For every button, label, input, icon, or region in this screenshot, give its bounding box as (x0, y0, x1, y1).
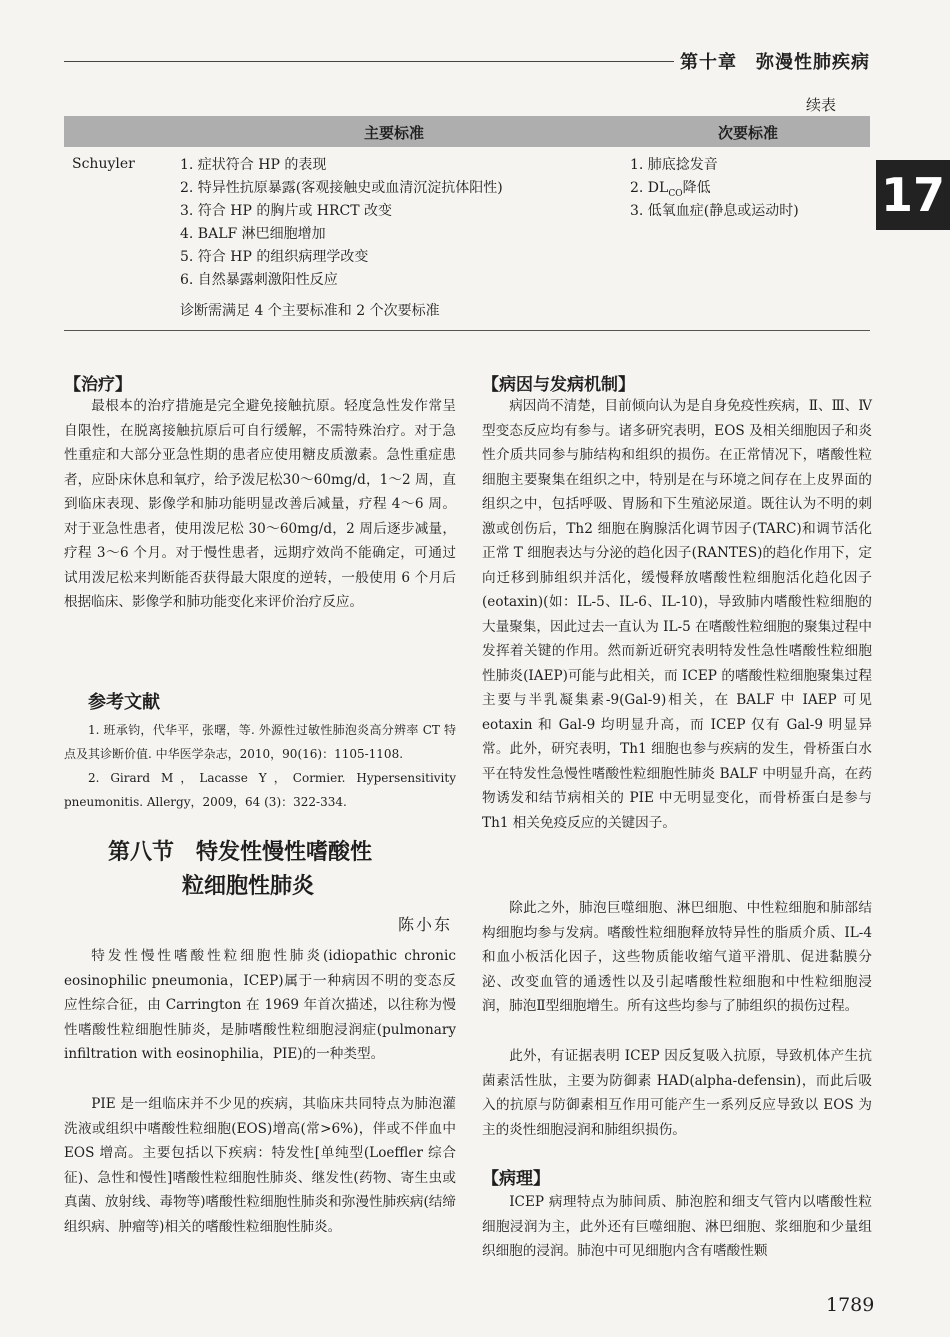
etiology-paragraph-2: 除此之外，肺泡巨噬细胞、淋巴细胞、中性粒细胞和肺部结构细胞均参与发病。嗜酸性粒细胞释放特异性的脂质介质、IL-4 和血小板活化因子，这些物质能收缩气道平滑肌、促进黏膜分泌、改变血管的通透性以及引起嗜酸性粒细胞和中性粒细胞浸润，肺泡Ⅱ型细胞增生。所有这些均参与了肺组织的损伤过程。 (482, 900, 872, 1014)
table-note: 诊断需满足 4 个主要标准和 2 个次要标准 (180, 303, 440, 319)
minor-criterion (630, 177, 799, 200)
section-title (108, 836, 372, 904)
treatment-paragraph: 最根本的治疗措施是完全避免接触抗原。轻度急性发作常呈自限性，在脱离接触抗原后可自行缓解，不需特殊治疗。对于急性重症和大部分亚急性期的患者应使用糖皮质激素。急性重症患者，应卧床休息和氧疗，给予泼尼松30～60mg/d，1～2 周，直到临床表现、影像学和肺功能明显改善后减量，疗程 4～6 周。对于亚急性患者，使用泼尼松 30～60mg/d，2 周后逐步减量，疗程 3～6 个月。对于慢性患者，远期疗效尚不能确定，可通过试用泼尼松来判断能否获得最大限度的逆转，一般使用 6 个月后根据临床、影像学和肺功能变化来评价治疗反应。 (64, 398, 456, 610)
header-major-criteria: 主要标准 (364, 124, 425, 142)
dlco-subscript: CO (668, 188, 683, 199)
pathology-paragraph: ICEP 病理特点为肺间质、肺泡腔和细支气管内以嗜酸性粒细胞浸润为主，此外还有巨噬细胞、淋巴细胞、浆细胞和少量组织细胞的浸润。肺泡中可见细胞内含有嗜酸性颗 (482, 1194, 872, 1259)
header-rule (64, 61, 674, 62)
etiology-heading: 【病因与发病机制】 (482, 375, 635, 395)
references-heading: 参考文献 (88, 692, 160, 713)
pathology-heading: 【病理】 (482, 1169, 550, 1189)
author-name: 陈小东 (398, 915, 453, 934)
minor-criterion-dl-tail: 降低 (682, 180, 711, 196)
criteria-source: Schuyler (72, 156, 135, 172)
intro-paragraph: 特发性慢性嗜酸性粒细胞性肺炎(idiopathic chronic eosinophilic pneumonia，ICEP)属于一种病因不明的变态反应性综合征，由 Carrington 在 1969 年首次描述，以往称为慢性嗜酸性粒细胞性肺炎，是肺嗜酸性粒细胞浸润症(pulmonary infiltration with eosinophilia，PIE)的一种类型。 (64, 948, 456, 1062)
major-criterion: 3. 符合 HP 的胸片或 HRCT 改变 (180, 203, 393, 219)
major-criterion: 4. BALF 淋巴细胞增加 (180, 226, 326, 242)
etiology-paragraph-3: 此外，有证据表明 ICEP 因反复吸入抗原，导致机体产生抗菌素活性肽，主要为防御素 HAD(alpha-defensin)，而此后吸入的抗原与防御素相互作用可能产生一系列反应导致以 EOS 为主的炎性细胞浸润和肺组织损伤。 (482, 1048, 872, 1138)
etiology-paragraph-1: 病因尚不清楚，目前倾向认为是自身免疫性疾病，Ⅱ、Ⅲ、Ⅳ型变态反应均有参与。诸多研究表明，EOS 及相关细胞因子和炎性介质共同参与肺结构和组织的损伤。在正常情况下，嗜酸性粒细胞主要聚集在组织之中，特别是在与环境之间存在上皮界面的组织之中，包括呼吸、胃肠和下生殖泌尿道。既往认为不明的刺激或创伤后，Th2 细胞在胸腺活化调节因子(TARC)和调节活化正常 T 细胞表达与分泌的趋化因子(RANTES)的趋化作用下，定向迁移到肺组织并活化，缓慢释放嗜酸性粒细胞活化趋化因子(eotaxin)(如：IL-5、IL-6、IL-10)，导致肺内嗜酸性粒细胞的大量聚集，因此过去一直认为 IL-5 在嗜酸性粒细胞的聚集过程中发挥着关键的作用。然而新近研究表明特发性急性嗜酸性粒细胞性肺炎(IAEP)可能与此相关，而 ICEP 的嗜酸性粒细胞聚集过程主要与半乳凝集素-9(Gal-9)相关，在 BALF 中 IAEP 可见 eotaxin 和 Gal-9 均明显升高，而 ICEP 仅有 Gal-9 明显异常。此外，研究表明，Th1 细胞也参与疾病的发生，骨桥蛋白水平在特发性急慢性嗜酸性粒细胞性肺炎 BALF 中明显升高，在药物诱发和结节病相关的 PIE 中无明显变化，而骨桥蛋白是参与 Th1 相关免疫反应的关键因子。 (482, 398, 872, 831)
section-title-line-2: 粒细胞性肺炎 (182, 874, 315, 899)
major-criteria-list (180, 154, 503, 292)
chapter-tab: 17 (876, 160, 950, 230)
chapter-title: 第十章 弥漫性肺疾病 (680, 52, 870, 73)
header-minor-criteria: 次要标准 (718, 124, 779, 142)
major-criterion: 1. 症状符合 HP 的表现 (180, 157, 327, 173)
table-header (64, 116, 870, 147)
major-criterion: 2. 特异性抗原暴露(客观接触史或血清沉淀抗体阳性) (180, 180, 503, 196)
minor-criteria-list (630, 154, 799, 223)
section-title-line-1: 第八节 特发性慢性嗜酸性 (108, 840, 373, 865)
major-criterion: 6. 自然暴露刺激阳性反应 (180, 272, 338, 288)
criteria-table (64, 116, 870, 331)
treatment-heading: 【治疗】 (64, 375, 132, 395)
pie-paragraph: PIE 是一组临床并不少见的疾病，其临床共同特点为肺泡灌洗液或组织中嗜酸性粒细胞(EOS)增高(常>6%)，伴或不伴血中 EOS 增高。主要包括以下疾病：特发性[单纯型(Loeffler 综合征)、急性和慢性]嗜酸性粒细胞性肺炎、继发性(药物、寄生虫或真菌、放射线、毒物等)嗜酸性粒细胞性肺炎和弥漫性肺疾病(结缔组织病、肿瘤等)相关的嗜酸性粒细胞性肺炎。 (64, 1096, 456, 1235)
page-number: 1789 (826, 1294, 875, 1316)
table-continued-label: 续表 (806, 96, 837, 114)
major-criterion: 5. 符合 HP 的组织病理学改变 (180, 249, 369, 265)
minor-criterion: 1. 肺底捻发音 (630, 157, 718, 173)
minor-criterion: 3. 低氧血症(静息或运动时) (630, 203, 799, 219)
reference-2: 2. Girard M，Lacasse Y，Cormier. Hypersensitivity pneumonitis. Allergy，2009，64 (3)：322-334. (64, 771, 456, 809)
reference-1: 1. 班承钧，代华平，张曙，等. 外源性过敏性肺泡炎高分辨率 CT 特点及其诊断价值. 中华医学杂志，2010，90(16)：1105-1108. (64, 723, 456, 761)
minor-criterion-dl: 2. DL (630, 180, 669, 196)
